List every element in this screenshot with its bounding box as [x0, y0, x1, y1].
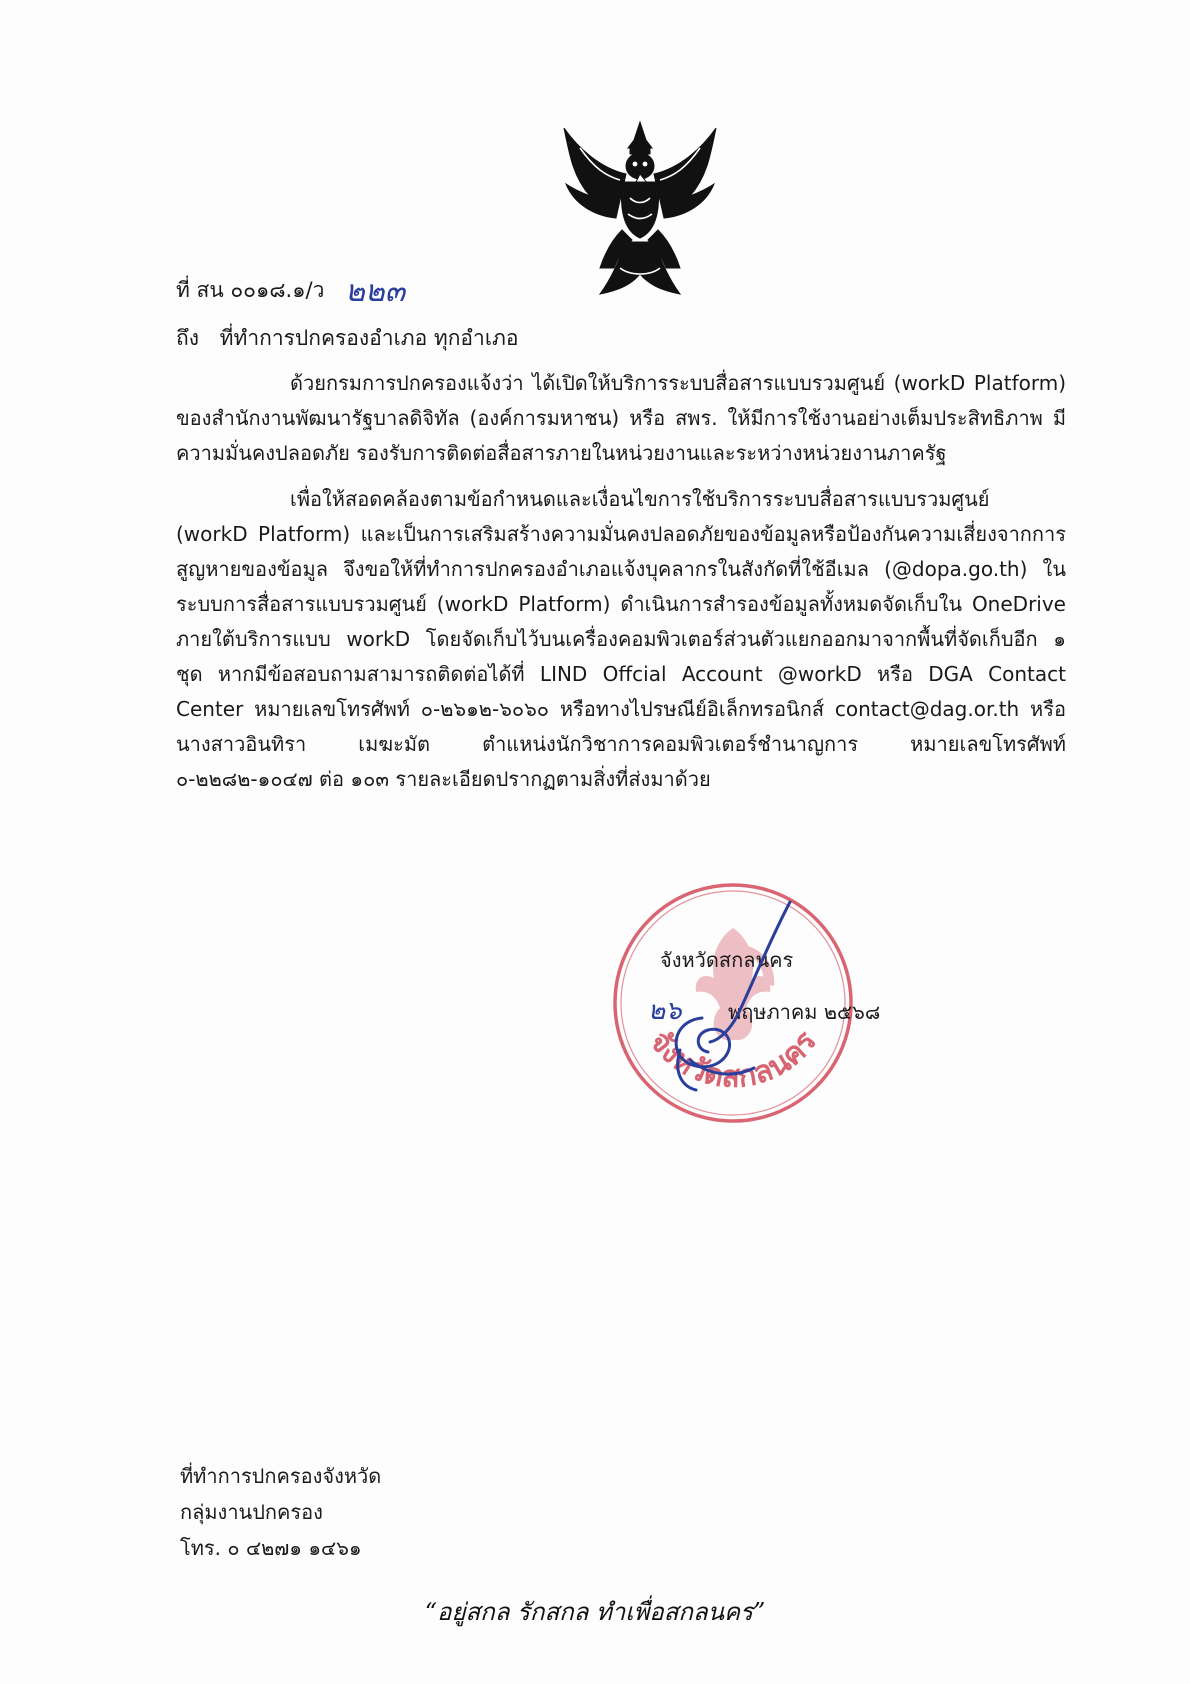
seal-text: จังหวัดสกลนคร — [642, 1024, 824, 1095]
paragraph-1-text: ด้วยกรมการปกครองแจ้งว่า ได้เปิดให้บริการระบบสื่อสารแบบรวมศูนย์ (workD Platform) ของสำนักงานพัฒนารัฐบาลดิจิทัล (องค์การมหาชน) หรือ สพร. ให้มีการใช้งานอย่างเต็มประสิทธิภาพ มีความมั่นคงปลอดภัย รองรับการติดต่อสื่อสารภายในหน่วยงานและระหว่างหน่วยงานภาครัฐ — [176, 371, 1066, 465]
paragraph-2-text: เพื่อให้สอดคล้องตามข้อกำหนดและเงื่อนไขการใช้บริการระบบสื่อสารแบบรวมศูนย์ (workD Platform) และเป็นการเสริมสร้างความมั่นคงปลอดภัยของข้อมูลหรือป้องกันความเสี่ยงจากการสูญหายของข้อมูล จึงขอให้ที่ทำการปกครองอำเภอแจ้งบุคลากรในสังกัดที่ใช้อีเมล (@dopa.go.th) ในระบบการสื่อสารแบบรวมศูนย์ (workD Platform) ดำเนินการสำรองข้อมูลทั้งหมดจัดเก็บใน OneDrive ภายใต้บริการแบบ workD โดยจัดเก็บไว้บนเครื่องคอมพิวเตอร์ส่วนตัวแยกออกมาจากพื้นที่จัดเก็บอีก ๑ ชุด หากมีข้อสอบถามสามารถติดต่อได้ที่ LIND Offcial Account @workD หรือ DGA Contact Center หมายเลขโทรศัพท์ ๐-๒๖๑๒-๖๐๖๐ หรือทางไปรษณีย์อิเล็กทรอนิกส์ contact@dag.or.th หรือนางสาวอินทิรา เมฆะมัต ตำแหน่งนักวิชาการคอมพิวเตอร์ชำนาญการ หมายเลขโทรศัพท์ ๐-๒๒๘๒-๑๐๔๗ ต่อ ๑๐๓ รายละเอียดปรากฏตามสิ่งที่ส่งมาด้วย — [176, 487, 1066, 791]
recipient-line — [176, 322, 518, 355]
footer-office-name: ที่ทำการปกครองจังหวัด — [180, 1464, 382, 1488]
issuer-place: จังหวัดสกลนคร — [660, 948, 794, 972]
handwritten-signature — [650, 900, 810, 1100]
province-slogan: “อยู่สกล รักสกล ทำเพื่อสกลนคร” — [424, 1598, 766, 1626]
footer-phone: โทร. ๐ ๔๒๗๑ ๑๔๖๑ — [180, 1536, 362, 1560]
body-paragraph-2 — [176, 482, 1066, 797]
body-paragraph-1 — [176, 366, 1066, 471]
recipient-label: ถึง — [176, 326, 199, 350]
footer-division: กลุ่มงานปกครอง — [180, 1500, 323, 1524]
issue-date-month-year: พฤษภาคม ๒๕๖๘ — [728, 1000, 881, 1024]
garuda-emblem-icon — [560, 118, 720, 298]
footer-office-info — [180, 1458, 381, 1566]
recipient-value: ที่ทำการปกครองอำเภอ ทุกอำเภอ — [219, 326, 519, 350]
reference-number — [176, 268, 405, 315]
issue-date-day-handwritten: ๒๖ — [648, 996, 682, 1026]
reference-number-handwritten: ๒๒๓ — [345, 274, 406, 309]
reference-prefix: ที่ สน ๐๐๑๘.๑/ว — [176, 278, 325, 302]
